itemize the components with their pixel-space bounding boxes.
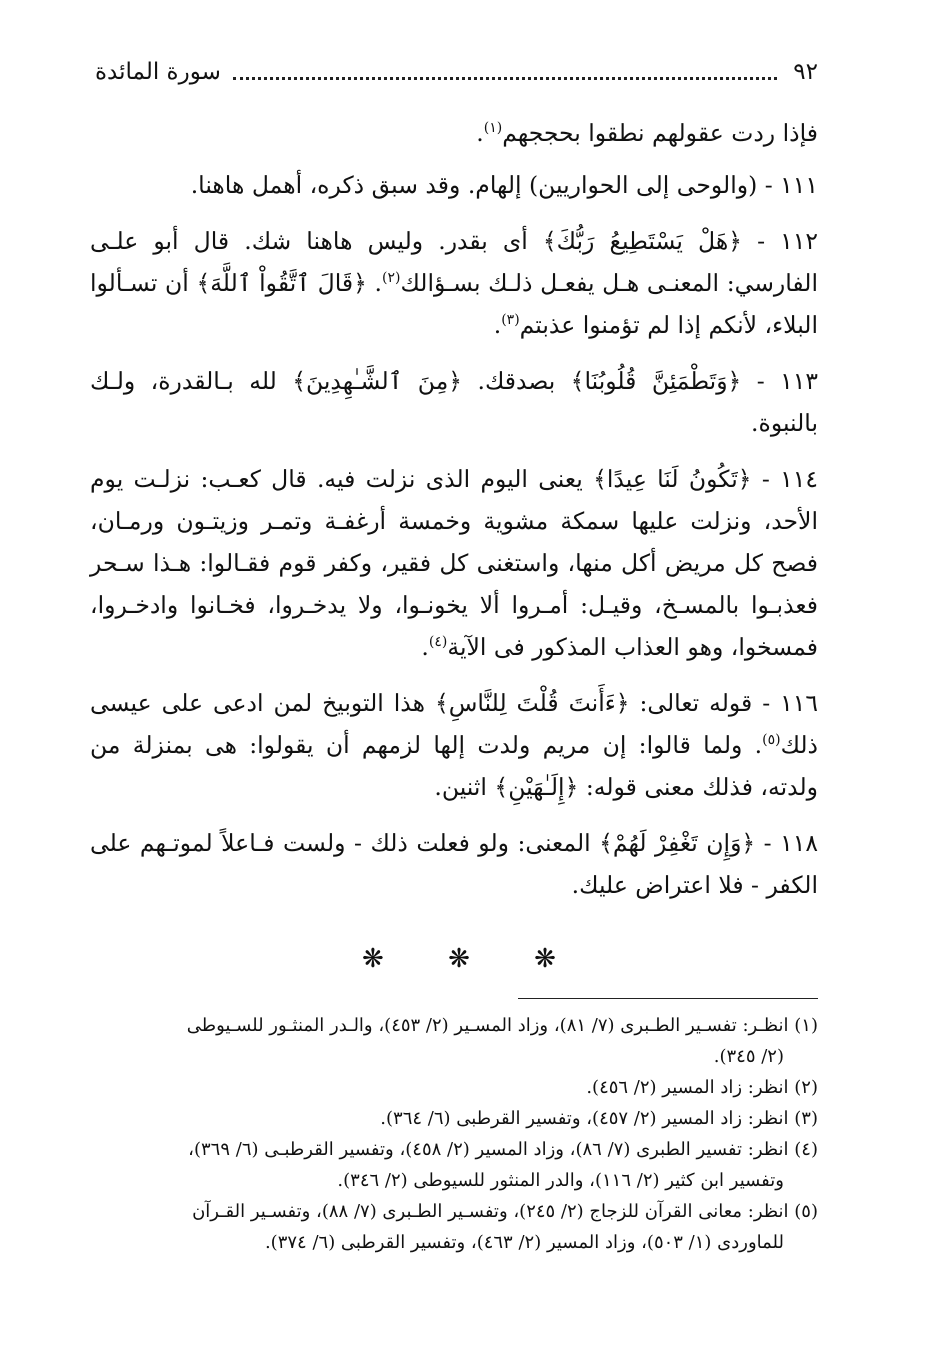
running-header [95, 52, 818, 92]
footnote-number: (١) [794, 1015, 818, 1036]
paragraph-118 [90, 822, 818, 906]
paragraph-114: ١١٤ - ﴿تَكُونُ لَنَا عِيدًا﴾ يعنى اليوم الذى نزلت فيه. قال كعـب: نزلـت يوم الأحد، ونزلت عليها سمكة مشوية وخمسة أرغفـة وتمـر وزيتـون ورمـان، فصح كل مريض أكل منها، واستغنى كل فقير، وكفر قوم فقـالوا: هـذا سـحر فعذبـوا بالمسـخ، وقيـل: أمـروا ألا يخونـوا، ولا يدخـروا، فخـانوا وادخـروا، فمسخوا، وهو العذاب المذكور فى الآية$^{(٤)}$. [90, 465, 818, 661]
footnote-continuation: وتفسير ابن كثير (٢/ ١١٦)، والدر المنثور للسيوطى (٢/ ٣٤٦). [337, 1170, 784, 1191]
paragraph-text: ١١٨ - ﴿وَإِن تَغْفِرْ لَهُمْ﴾ المعنى: ولو فعلت ذلك - ولست فـاعلاً لموتـهم على الكفر - فلا اعتراض عليك. [90, 829, 818, 899]
footnote-2 [86, 1072, 818, 1103]
main-text [90, 112, 818, 920]
paragraph-112: ١١٢ - ﴿هَلْ يَسْتَطِيعُ رَبُّكَ﴾ أى بقدر. وليس هاهنا شك. قال أبو علـى الفارسي: المعنـى هـل يفعـل ذلـك بسـؤالك$^{(٢)}$. ﴿قَالَ ٱتَّقُواْ ٱللَّهَ﴾ أن تسـألوا البلاء، لأنكم إذا لم تؤمنوا عذبتم$^{(٣)}$. [90, 227, 818, 339]
footnote-mark-5: (٥) [762, 732, 781, 749]
footnote-text: انظر: زاد المسير (٢/ ٤٥٧)، وتفسير القرطبى (٦/ ٣٦٤). [380, 1108, 789, 1129]
footnote-mark-1: (١) [483, 120, 503, 137]
footnote-rule [518, 998, 818, 999]
paragraph-116: ١١٦ - قوله تعالى: ﴿ءَأَنتَ قُلْتَ لِلنَّاسِ﴾ هذا التوبيخ لمن ادعى على عيسى ذلك$^{(٥)}$. ولما قالوا: إن مريم ولدت إلها لزمهم أن يقولوا: هى بمنزلة من ولدته، فذلك معنى قوله: ﴿إِلَـٰهَيْنِ﴾ اثنين. [90, 689, 818, 801]
paragraph-111 [90, 164, 818, 206]
footnote-3 [86, 1103, 818, 1134]
paragraph-continuation: فإذا ردت عقولهم نطقوا بحججهم$^{(١)}$. [476, 119, 818, 147]
paragraph-113 [90, 360, 818, 444]
section-separator: ❋ ❋ ❋ [362, 944, 584, 974]
footnote-4 [86, 1134, 818, 1196]
paragraph-text-rest: ﴿قَالَ ٱتَّقُواْ ٱللَّهَ﴾ أن تسـألوا البلاء، لأنكم إذا لم تؤمنوا عذبتم [90, 269, 818, 339]
footnote-text: انظر: معانى القرآن للزجاج (٢/ ٢٤٥)، وتفسـير الطـبرى (٧/ ٨٨)، وتفسـير القـرآن [192, 1201, 789, 1222]
footnote-text: انظـر: تفسـير الطـبرى (٧/ ٨١)، وزاد المسـير (٢/ ٤٥٣)، والـدر المنثـور للسـيوطى [186, 1015, 789, 1036]
footnote-continuation: للماوردى (١/ ٥٠٣)، وزاد المسير (٢/ ٤٦٣)، وتفسير القرطبى (٦/ ٣٧٤). [264, 1232, 784, 1253]
paragraph-text: ١١٤ - ﴿تَكُونُ لَنَا عِيدًا﴾ يعنى اليوم الذى نزلت فيه. قال كعـب: نزلـت يوم الأحد، ونزلت عليها سمكة مشوية وخمسة أرغفـة وتمـر وزيتـون ورمـان، فصح كل مريض أكل منها، واستغنى كل فقير، وكفر قوم فقـالوا: هـذا سـحر فعذبـوا بالمسـخ، وقيـل: أمـروا ألا يخونـوا، ولا يدخـروا، فخـانوا وادخـروا، فمسخوا، وهو العذاب المذكور فى الآية [90, 465, 818, 661]
footnote-continuation: (٢/ ٣٤٥). [713, 1046, 784, 1067]
page-number: ٩٢ [793, 59, 818, 85]
footnotes [86, 1010, 818, 1258]
footnote-number: (٤) [794, 1139, 818, 1160]
footnote-number: (٣) [794, 1108, 818, 1129]
paragraph-text: فإذا ردت عقولهم نطقوا بحججهم [502, 119, 818, 147]
paragraph-text-rest: لما قالوا: إن مريم ولدت إلها لزمهم أن يقولوا: هى بمنزلة من ولدته، فذلك معنى قوله: ﴿إِلَـٰهَيْنِ﴾ اثنين. [90, 731, 818, 801]
footnote-number: (٥) [794, 1201, 818, 1222]
footnote-5 [86, 1196, 818, 1258]
footnote-mark-3: (٣) [501, 312, 520, 329]
footnote-mark-2: (٢) [382, 270, 401, 287]
paragraph-text: ١١٣ - ﴿وَتَطْمَئِنَّ قُلُوبُنَا﴾ بصدقك. ﴿مِنَ ٱلشَّـٰهِدِينَ﴾ لله بـالقدرة، ولـك بالنبوة. [90, 367, 818, 437]
header-dotted-leader [233, 77, 777, 80]
paragraph-text: ١١٦ - قوله تعالى: ﴿ءَأَنتَ قُلْتَ لِلنَّاسِ﴾ هذا التوبيخ لمن ادعى على عيسى ذلك [90, 689, 818, 759]
surah-title: سورة المائدة [95, 59, 221, 85]
paragraph-text: ١١٢ - ﴿هَلْ يَسْتَطِيعُ رَبُّكَ﴾ أى بقدر. وليس هاهنا شك. قال أبو علـى الفارسي: المعنـى هـل يفعـل ذلـك بسـؤالك [90, 227, 818, 297]
footnote-mark-4: (٤) [428, 634, 448, 651]
footnote-1 [86, 1010, 818, 1072]
footnote-text: انظر: زاد المسير (٢/ ٤٥٦). [586, 1077, 789, 1098]
paragraph-text: ١١١ - (والوحى إلى الحواريين) إلهام. وقد سبق ذكره، أهمل هاهنا. [190, 171, 818, 199]
footnote-number: (٢) [794, 1077, 818, 1098]
footnote-text: انظر: تفسير الطبرى (٧/ ٨٦)، وزاد المسير (٢/ ٤٥٨)، وتفسير القرطبـى (٦/ ٣٦٩)، [188, 1139, 789, 1160]
